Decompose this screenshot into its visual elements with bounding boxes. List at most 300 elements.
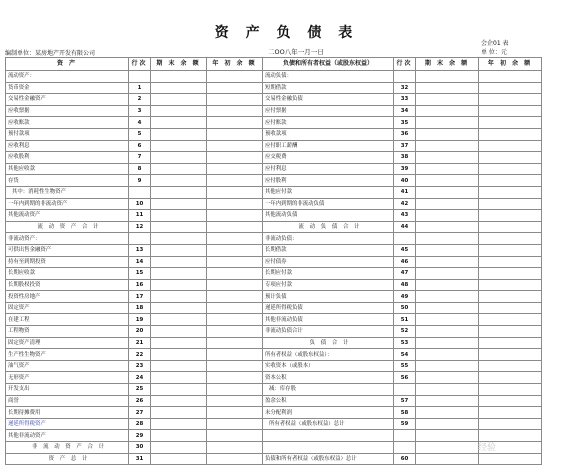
asset-end-balance-cell[interactable] [151, 128, 207, 140]
asset-begin-balance-cell[interactable] [207, 360, 263, 372]
asset-begin-balance-cell[interactable] [207, 314, 263, 326]
asset-begin-balance-cell[interactable] [207, 418, 263, 430]
table-row [6, 442, 542, 454]
liability-begin-balance-cell[interactable] [479, 233, 542, 245]
asset-row-no: 5 [129, 128, 151, 140]
asset-row-no: 4 [129, 117, 151, 129]
liability-row-no: 53 [394, 337, 416, 349]
asset-begin-balance-cell[interactable] [207, 349, 263, 361]
liability-item: 其他流动负债 [263, 210, 394, 222]
liability-item: 预计负债 [263, 291, 394, 303]
header-row [6, 58, 542, 71]
liability-row-no: 43 [394, 210, 416, 222]
asset-end-balance-cell[interactable] [151, 349, 207, 361]
table-row [6, 105, 542, 117]
liability-begin-balance-cell[interactable] [479, 175, 542, 187]
liability-end-balance-cell[interactable] [416, 453, 479, 465]
table-row [6, 256, 542, 268]
asset-row-no: 27 [129, 407, 151, 419]
asset-row-no: 26 [129, 395, 151, 407]
asset-end-balance-cell[interactable] [151, 395, 207, 407]
table-row [6, 349, 542, 361]
liability-begin-balance-cell[interactable] [479, 372, 542, 384]
table-row [6, 337, 542, 349]
liability-item: 长期应付款 [263, 268, 394, 280]
asset-row-no: 25 [129, 384, 151, 396]
liability-end-balance-cell[interactable] [416, 360, 479, 372]
liability-item: 递延所得税负债 [263, 302, 394, 314]
asset-item: 投资性房地产 [6, 291, 129, 303]
asset-begin-balance-cell[interactable] [207, 442, 263, 454]
asset-end-balance-cell[interactable] [151, 117, 207, 129]
sheet-title: 资 产 负 债 表 [214, 25, 359, 41]
header-asset: 资 产 [6, 58, 129, 71]
asset-row-no: 8 [129, 163, 151, 175]
liability-row-no: 48 [394, 279, 416, 291]
asset-begin-balance-cell[interactable] [207, 152, 263, 164]
liability-end-balance-cell[interactable] [416, 430, 479, 442]
liability-item: 交易性金融负债 [263, 94, 394, 106]
liability-begin-balance-cell[interactable] [479, 349, 542, 361]
asset-begin-balance-cell[interactable] [207, 186, 263, 198]
asset-item: 无形资产 [6, 372, 129, 384]
liability-row-no: 33 [394, 94, 416, 106]
table-row [6, 186, 542, 198]
asset-begin-balance-cell[interactable] [207, 302, 263, 314]
liability-row-no [394, 233, 416, 245]
asset-begin-balance-cell[interactable] [207, 256, 263, 268]
liability-end-balance-cell[interactable] [416, 210, 479, 222]
table-row [6, 117, 542, 129]
liability-item: 非流动负债合计 [263, 326, 394, 338]
table-row [6, 418, 542, 430]
liability-begin-balance-cell[interactable] [479, 360, 542, 372]
table-row [6, 221, 542, 233]
asset-end-balance-cell[interactable] [151, 163, 207, 175]
asset-row-no: 12 [129, 221, 151, 233]
asset-begin-balance-cell[interactable] [207, 117, 263, 129]
asset-begin-balance-cell[interactable] [207, 210, 263, 222]
asset-row-no: 2 [129, 94, 151, 106]
liability-item: 应付账款 [263, 117, 394, 129]
liability-end-balance-cell[interactable] [416, 349, 479, 361]
table-row [6, 210, 542, 222]
asset-row-no: 28 [129, 418, 151, 430]
liability-begin-balance-cell[interactable] [479, 279, 542, 291]
liability-begin-balance-cell[interactable] [479, 244, 542, 256]
liability-begin-balance-cell[interactable] [479, 71, 542, 83]
liability-item: 流动负债： [263, 71, 394, 83]
asset-row-no: 1 [129, 82, 151, 94]
liability-end-balance-cell[interactable] [416, 186, 479, 198]
asset-end-balance-cell[interactable] [151, 407, 207, 419]
liability-begin-balance-cell[interactable] [479, 163, 542, 175]
asset-end-balance-cell[interactable] [151, 210, 207, 222]
asset-end-balance-cell[interactable] [151, 372, 207, 384]
liability-row-no: 32 [394, 82, 416, 94]
asset-end-balance-cell[interactable] [151, 140, 207, 152]
asset-begin-balance-cell[interactable] [207, 82, 263, 94]
table-row [6, 233, 542, 245]
liability-end-balance-cell[interactable] [416, 152, 479, 164]
liability-end-balance-cell[interactable] [416, 233, 479, 245]
asset-begin-balance-cell[interactable] [207, 94, 263, 106]
liability-row-no: 58 [394, 407, 416, 419]
asset-item: 资 产 总 计 [6, 453, 129, 465]
asset-row-no: 16 [129, 279, 151, 291]
asset-item: 其他应收款 [6, 163, 129, 175]
liability-end-balance-cell[interactable] [416, 82, 479, 94]
liability-item: 应付利息 [263, 163, 394, 175]
liability-row-no: 40 [394, 175, 416, 187]
table-row [6, 128, 542, 140]
liability-item: 所有者权益（或股东权益）总计 [263, 418, 394, 430]
liability-begin-balance-cell[interactable] [479, 221, 542, 233]
asset-end-balance-cell[interactable] [151, 384, 207, 396]
liability-end-balance-cell[interactable] [416, 302, 479, 314]
asset-begin-balance-cell[interactable] [207, 279, 263, 291]
asset-item: 流动资产： [6, 71, 129, 83]
table-row [6, 430, 542, 442]
asset-end-balance-cell[interactable] [151, 244, 207, 256]
liability-end-balance-cell[interactable] [416, 256, 479, 268]
liability-item: 其他非流动负债 [263, 314, 394, 326]
asset-end-balance-cell[interactable] [151, 175, 207, 187]
liability-row-no [394, 384, 416, 396]
asset-begin-balance-cell[interactable] [207, 175, 263, 187]
asset-item: 应收股利 [6, 152, 129, 164]
asset-end-balance-cell[interactable] [151, 221, 207, 233]
asset-item: 非 流 动 资 产 合 计 [6, 442, 129, 454]
table-row [6, 94, 542, 106]
asset-item: 货币资金 [6, 82, 129, 94]
liability-row-no: 60 [394, 453, 416, 465]
liability-row-no: 49 [394, 291, 416, 303]
liability-begin-balance-cell[interactable] [479, 453, 542, 465]
asset-end-balance-cell[interactable] [151, 453, 207, 465]
liability-item: 未分配利润 [263, 407, 394, 419]
liability-row-no: 37 [394, 140, 416, 152]
liability-row-no [394, 71, 416, 83]
balance-table [5, 57, 542, 465]
liability-row-no: 34 [394, 105, 416, 117]
liability-item: 资本公积 [263, 372, 394, 384]
asset-row-no: 9 [129, 175, 151, 187]
asset-begin-balance-cell[interactable] [207, 268, 263, 280]
asset-row-no [129, 186, 151, 198]
asset-begin-balance-cell[interactable] [207, 221, 263, 233]
table-row [6, 314, 542, 326]
asset-row-no: 24 [129, 372, 151, 384]
organization-label: 编制单位：某房地产开发有限公司 [5, 50, 96, 57]
table-row [6, 302, 542, 314]
liability-end-balance-cell[interactable] [416, 198, 479, 210]
asset-item: 递延所得税资产 [6, 418, 129, 430]
asset-end-balance-cell[interactable] [151, 442, 207, 454]
liability-item: 非流动负债： [263, 233, 394, 245]
asset-row-no: 30 [129, 442, 151, 454]
liability-begin-balance-cell[interactable] [479, 268, 542, 280]
liability-item: 其他应付款 [263, 186, 394, 198]
liability-row-no: 42 [394, 198, 416, 210]
asset-row-no: 3 [129, 105, 151, 117]
asset-row-no: 20 [129, 326, 151, 338]
table-row [6, 175, 542, 187]
asset-end-balance-cell[interactable] [151, 302, 207, 314]
liability-row-no: 54 [394, 349, 416, 361]
asset-row-no: 17 [129, 291, 151, 303]
liability-row-no: 46 [394, 256, 416, 268]
asset-item: 应收账款 [6, 117, 129, 129]
asset-item: 商誉 [6, 395, 129, 407]
liability-row-no: 45 [394, 244, 416, 256]
liability-row-no: 51 [394, 314, 416, 326]
liability-end-balance-cell[interactable] [416, 291, 479, 303]
liability-begin-balance-cell[interactable] [479, 210, 542, 222]
asset-item: 流 动 资 产 合 计 [6, 221, 129, 233]
asset-item: 生产性生物资产 [6, 349, 129, 361]
asset-begin-balance-cell[interactable] [207, 384, 263, 396]
liability-begin-balance-cell[interactable] [479, 314, 542, 326]
table-row [6, 244, 542, 256]
liability-item [263, 430, 394, 442]
asset-row-no: 11 [129, 210, 151, 222]
table-row [6, 279, 542, 291]
liability-item: 预收款项 [263, 128, 394, 140]
asset-row-no: 6 [129, 140, 151, 152]
asset-item: 其他流动资产 [6, 210, 129, 222]
liability-end-balance-cell[interactable] [416, 175, 479, 187]
liability-begin-balance-cell[interactable] [479, 418, 542, 430]
table-row [6, 163, 542, 175]
liability-begin-balance-cell[interactable] [479, 407, 542, 419]
asset-row-no [129, 71, 151, 83]
header-begin-balance-2: 年 初 余 额 [479, 58, 542, 71]
asset-end-balance-cell[interactable] [151, 418, 207, 430]
liability-row-no: 41 [394, 186, 416, 198]
table-row [6, 268, 542, 280]
liability-begin-balance-cell[interactable] [479, 105, 542, 117]
asset-row-no: 15 [129, 268, 151, 280]
asset-begin-balance-cell[interactable] [207, 71, 263, 83]
table-row [6, 291, 542, 303]
currency-unit: 单 位：元 [481, 49, 507, 56]
asset-begin-balance-cell[interactable] [207, 395, 263, 407]
asset-end-balance-cell[interactable] [151, 430, 207, 442]
asset-item: 其他非流动资产 [6, 430, 129, 442]
liability-begin-balance-cell[interactable] [479, 140, 542, 152]
liability-item: 应付债券 [263, 256, 394, 268]
liability-end-balance-cell[interactable] [416, 94, 479, 106]
asset-begin-balance-cell[interactable] [207, 140, 263, 152]
asset-row-no: 14 [129, 256, 151, 268]
asset-row-no: 19 [129, 314, 151, 326]
table-row [6, 395, 542, 407]
asset-item: 其中：消耗性生物资产 [6, 186, 129, 198]
liability-item: 流 动 负 债 合 计 [263, 221, 394, 233]
asset-end-balance-cell[interactable] [151, 94, 207, 106]
liability-end-balance-cell[interactable] [416, 395, 479, 407]
asset-begin-balance-cell[interactable] [207, 244, 263, 256]
asset-begin-balance-cell[interactable] [207, 128, 263, 140]
asset-begin-balance-cell[interactable] [207, 291, 263, 303]
table-row [6, 360, 542, 372]
asset-begin-balance-cell[interactable] [207, 430, 263, 442]
asset-row-no [129, 233, 151, 245]
table-row [6, 82, 542, 94]
asset-item: 油气资产 [6, 360, 129, 372]
asset-begin-balance-cell[interactable] [207, 233, 263, 245]
liability-begin-balance-cell[interactable] [479, 302, 542, 314]
liability-item: 长期借款 [263, 244, 394, 256]
liability-begin-balance-cell[interactable] [479, 82, 542, 94]
liability-end-balance-cell[interactable] [416, 418, 479, 430]
asset-item: 持有至到期投资 [6, 256, 129, 268]
liability-item [263, 442, 394, 454]
liability-begin-balance-cell[interactable] [479, 395, 542, 407]
liability-end-balance-cell[interactable] [416, 337, 479, 349]
asset-end-balance-cell[interactable] [151, 326, 207, 338]
asset-item: 长期待摊费用 [6, 407, 129, 419]
liability-end-balance-cell[interactable] [416, 71, 479, 83]
liability-row-no: 47 [394, 268, 416, 280]
liability-end-balance-cell[interactable] [416, 244, 479, 256]
asset-item: 开发支出 [6, 384, 129, 396]
liability-end-balance-cell[interactable] [416, 268, 479, 280]
asset-item: 预付款项 [6, 128, 129, 140]
liability-end-balance-cell[interactable] [416, 326, 479, 338]
liability-begin-balance-cell[interactable] [479, 291, 542, 303]
asset-end-balance-cell[interactable] [151, 186, 207, 198]
table-row [6, 384, 542, 396]
liability-item: 盈余公积 [263, 395, 394, 407]
liability-row-no: 44 [394, 221, 416, 233]
liability-end-balance-cell[interactable] [416, 105, 479, 117]
table-row [6, 152, 542, 164]
liability-item: 负债和所有者权益（或股东权益）总计 [263, 453, 394, 465]
liability-end-balance-cell[interactable] [416, 221, 479, 233]
asset-item: 长期股权投资 [6, 279, 129, 291]
header-row-no: 行次 [129, 58, 151, 71]
watermark-logo: 经验 [478, 443, 497, 453]
liability-end-balance-cell[interactable] [416, 117, 479, 129]
asset-item: 存货 [6, 175, 129, 187]
asset-end-balance-cell[interactable] [151, 314, 207, 326]
asset-end-balance-cell[interactable] [151, 233, 207, 245]
asset-item: 应收票据 [6, 105, 129, 117]
liability-begin-balance-cell[interactable] [479, 186, 542, 198]
liability-end-balance-cell[interactable] [416, 140, 479, 152]
asset-end-balance-cell[interactable] [151, 105, 207, 117]
asset-end-balance-cell[interactable] [151, 256, 207, 268]
liability-end-balance-cell[interactable] [416, 128, 479, 140]
liability-end-balance-cell[interactable] [416, 407, 479, 419]
report-date: 二OO八年一月一日 [268, 48, 324, 56]
header-liabilities: 负债和所有者权益（或股东权益） [263, 58, 394, 71]
asset-item: 工程物资 [6, 326, 129, 338]
header-row-no-2: 行次 [394, 58, 416, 71]
table-row [6, 326, 542, 338]
liability-row-no: 36 [394, 128, 416, 140]
asset-begin-balance-cell[interactable] [207, 453, 263, 465]
liability-begin-balance-cell[interactable] [479, 198, 542, 210]
header-end-balance: 期 末 余 额 [151, 58, 207, 71]
asset-item: 长期应收款 [6, 268, 129, 280]
asset-end-balance-cell[interactable] [151, 268, 207, 280]
liability-item: 短期借款 [263, 82, 394, 94]
asset-begin-balance-cell[interactable] [207, 337, 263, 349]
asset-begin-balance-cell[interactable] [207, 163, 263, 175]
liability-item: 专项应付款 [263, 279, 394, 291]
liability-item: 一年内到期的非流动负债 [263, 198, 394, 210]
liability-end-balance-cell[interactable] [416, 372, 479, 384]
asset-item: 一年内到期的非流动资产 [6, 198, 129, 210]
asset-item: 在建工程 [6, 314, 129, 326]
asset-end-balance-cell[interactable] [151, 152, 207, 164]
liability-begin-balance-cell[interactable] [479, 117, 542, 129]
liability-row-no: 57 [394, 395, 416, 407]
liability-begin-balance-cell[interactable] [479, 326, 542, 338]
table-row [6, 140, 542, 152]
liability-row-no: 50 [394, 302, 416, 314]
asset-begin-balance-cell[interactable] [207, 407, 263, 419]
liability-item: 所有者权益（或股东权益）： [263, 349, 394, 361]
liability-begin-balance-cell[interactable] [479, 128, 542, 140]
liability-begin-balance-cell[interactable] [479, 337, 542, 349]
asset-row-no: 31 [129, 453, 151, 465]
asset-item: 交易性金融资产 [6, 94, 129, 106]
liability-row-no: 35 [394, 117, 416, 129]
asset-end-balance-cell[interactable] [151, 291, 207, 303]
liability-row-no [394, 442, 416, 454]
liability-item: 应付职工薪酬 [263, 140, 394, 152]
liability-begin-balance-cell[interactable] [479, 94, 542, 106]
asset-row-no: 7 [129, 152, 151, 164]
liability-end-balance-cell[interactable] [416, 279, 479, 291]
liability-item: 应交税费 [263, 152, 394, 164]
asset-end-balance-cell[interactable] [151, 82, 207, 94]
asset-end-balance-cell[interactable] [151, 198, 207, 210]
table-row [6, 71, 542, 83]
asset-row-no: 13 [129, 244, 151, 256]
liability-begin-balance-cell[interactable] [479, 384, 542, 396]
liability-begin-balance-cell[interactable] [479, 256, 542, 268]
asset-begin-balance-cell[interactable] [207, 372, 263, 384]
liability-row-no [394, 430, 416, 442]
asset-item: 可供出售金融资产 [6, 244, 129, 256]
asset-begin-balance-cell[interactable] [207, 198, 263, 210]
asset-row-no: 21 [129, 337, 151, 349]
liability-end-balance-cell[interactable] [416, 442, 479, 454]
asset-end-balance-cell[interactable] [151, 337, 207, 349]
liability-row-no: 59 [394, 418, 416, 430]
table-row [6, 407, 542, 419]
liability-end-balance-cell[interactable] [416, 314, 479, 326]
liability-end-balance-cell[interactable] [416, 384, 479, 396]
asset-end-balance-cell[interactable] [151, 279, 207, 291]
asset-end-balance-cell[interactable] [151, 71, 207, 83]
liability-item: 实收资本（或股本） [263, 360, 394, 372]
liability-row-no: 38 [394, 152, 416, 164]
asset-end-balance-cell[interactable] [151, 360, 207, 372]
form-number: 会企01 表 [481, 40, 509, 47]
liability-begin-balance-cell[interactable] [479, 152, 542, 164]
asset-row-no: 23 [129, 360, 151, 372]
asset-begin-balance-cell[interactable] [207, 326, 263, 338]
asset-row-no: 29 [129, 430, 151, 442]
liability-end-balance-cell[interactable] [416, 163, 479, 175]
asset-begin-balance-cell[interactable] [207, 105, 263, 117]
